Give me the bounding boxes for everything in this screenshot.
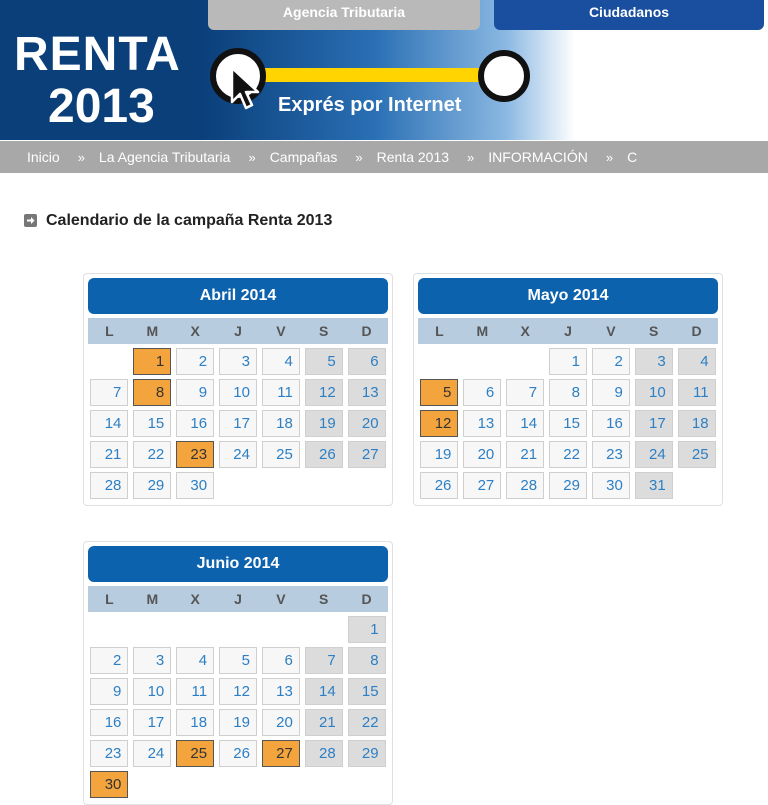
calendar-day[interactable]: 9 xyxy=(592,379,630,406)
calendar-day[interactable]: 26 xyxy=(305,441,343,468)
calendar-day[interactable]: 18 xyxy=(678,410,716,437)
calendar-day[interactable]: 16 xyxy=(592,410,630,437)
calendar-day[interactable]: 28 xyxy=(305,740,343,767)
calendar-day[interactable]: 6 xyxy=(348,348,386,375)
calendar-day[interactable]: 17 xyxy=(133,709,171,736)
calendar-day[interactable]: 6 xyxy=(262,647,300,674)
end-circle-graphic xyxy=(478,50,530,102)
renta-logo-word: RENTA xyxy=(14,28,181,81)
weekday-label: M xyxy=(146,591,159,607)
breadcrumb-item[interactable]: C xyxy=(627,149,638,165)
weekday-label: J xyxy=(234,591,242,607)
calendar-day[interactable]: 10 xyxy=(219,379,257,406)
calendar-day[interactable]: 28 xyxy=(90,472,128,499)
calendar-day[interactable]: 10 xyxy=(635,379,673,406)
calendar-day[interactable]: 21 xyxy=(90,441,128,468)
breadcrumb-separator: » xyxy=(605,150,614,165)
calendar-day[interactable]: 13 xyxy=(463,410,501,437)
breadcrumb-item[interactable]: INFORMACIÓN xyxy=(488,149,588,165)
calendar-day[interactable]: 7 xyxy=(90,379,128,406)
calendar-day[interactable]: 12 xyxy=(219,678,257,705)
calendar-day[interactable]: 5 xyxy=(219,647,257,674)
breadcrumb-separator: » xyxy=(355,150,363,165)
calendar-day[interactable]: 27 xyxy=(463,472,501,499)
weekday-label: X xyxy=(190,591,200,607)
calendar-day[interactable]: 9 xyxy=(176,379,214,406)
calendar-day[interactable]: 11 xyxy=(176,678,214,705)
calendar-day[interactable]: 30 xyxy=(176,472,214,499)
calendar-day[interactable]: 13 xyxy=(348,379,386,406)
tab-ciudadanos[interactable]: Ciudadanos xyxy=(494,0,764,30)
weekday-label: V xyxy=(276,323,286,339)
weekday-header-row xyxy=(88,586,388,612)
breadcrumb-item[interactable]: Inicio xyxy=(27,149,60,165)
calendar-day[interactable]: 16 xyxy=(176,410,214,437)
calendar-day[interactable]: 4 xyxy=(678,348,716,375)
calendar-day[interactable]: 22 xyxy=(133,441,171,468)
weekday-header-row xyxy=(418,318,718,344)
calendar-day[interactable]: 21 xyxy=(305,709,343,736)
calendar-day[interactable]: 11 xyxy=(262,379,300,406)
calendar-day[interactable]: 8 xyxy=(549,379,587,406)
weekday-label: M xyxy=(146,323,159,339)
mouse-cursor-icon xyxy=(228,66,264,112)
calendar-day[interactable]: 24 xyxy=(219,441,257,468)
calendar-day[interactable]: 30 xyxy=(592,472,630,499)
calendar-day-highlighted[interactable]: 12 xyxy=(420,410,458,437)
breadcrumb-separator: » xyxy=(77,150,85,165)
arrow-right-icon xyxy=(24,214,37,227)
weekday-label: X xyxy=(520,323,530,339)
calendar-day[interactable]: 23 xyxy=(592,441,630,468)
calendar-day[interactable]: 14 xyxy=(305,678,343,705)
calendar-day[interactable]: 20 xyxy=(463,441,501,468)
weekday-label: V xyxy=(276,591,286,607)
calendar-day[interactable]: 17 xyxy=(635,410,673,437)
calendar-month-title: Junio 2014 xyxy=(88,546,388,582)
month-calendar xyxy=(413,273,723,506)
progress-line-graphic xyxy=(248,68,493,82)
calendar-day[interactable]: 1 xyxy=(549,348,587,375)
calendar-day[interactable]: 23 xyxy=(90,740,128,767)
calendar-day[interactable]: 25 xyxy=(678,441,716,468)
calendar-day[interactable]: 6 xyxy=(463,379,501,406)
calendar-day[interactable]: 24 xyxy=(635,441,673,468)
calendar-day[interactable]: 9 xyxy=(90,678,128,705)
calendar-day[interactable]: 20 xyxy=(348,410,386,437)
weekday-label: J xyxy=(564,323,572,339)
month-calendar xyxy=(83,541,393,805)
weekday-label: J xyxy=(234,323,242,339)
calendar-day[interactable]: 3 xyxy=(219,348,257,375)
calendar-day-highlighted[interactable]: 30 xyxy=(90,771,128,798)
calendar-day[interactable]: 29 xyxy=(133,472,171,499)
calendar-day[interactable]: 20 xyxy=(262,709,300,736)
calendar-day-highlighted[interactable]: 27 xyxy=(262,740,300,767)
calendar-day[interactable]: 2 xyxy=(592,348,630,375)
calendar-day[interactable]: 26 xyxy=(219,740,257,767)
renta-logo-year: 2013 xyxy=(48,80,155,133)
breadcrumb-item[interactable]: Renta 2013 xyxy=(376,149,450,165)
page-title: Calendario de la campaña Renta 2013 xyxy=(46,212,333,229)
weekday-label: L xyxy=(435,323,444,339)
calendar-day[interactable]: 5 xyxy=(305,348,343,375)
calendar-day[interactable]: 4 xyxy=(262,348,300,375)
weekday-label: D xyxy=(361,323,372,339)
calendar-day[interactable]: 7 xyxy=(305,647,343,674)
calendar-day[interactable]: 25 xyxy=(262,441,300,468)
breadcrumb-separator: » xyxy=(467,150,475,165)
breadcrumb xyxy=(0,141,768,173)
weekday-label: L xyxy=(105,323,114,339)
calendar-day[interactable]: 3 xyxy=(133,647,171,674)
banner-tagline: Exprés por Internet xyxy=(278,94,462,116)
calendar-day[interactable]: 26 xyxy=(420,472,458,499)
calendar-day[interactable]: 8 xyxy=(348,647,386,674)
calendar-day[interactable]: 29 xyxy=(348,740,386,767)
calendar-day[interactable]: 17 xyxy=(219,410,257,437)
calendar-day[interactable]: 14 xyxy=(506,410,544,437)
calendar-day[interactable]: 29 xyxy=(549,472,587,499)
calendar-day[interactable]: 19 xyxy=(219,709,257,736)
calendar-day-highlighted[interactable]: 23 xyxy=(176,441,214,468)
calendar-month-title: Mayo 2014 xyxy=(418,278,718,314)
calendar-day[interactable]: 18 xyxy=(262,410,300,437)
weekday-label: D xyxy=(361,591,372,607)
calendar-day-highlighted[interactable]: 25 xyxy=(176,740,214,767)
calendar-day[interactable]: 21 xyxy=(506,441,544,468)
calendar-day[interactable]: 24 xyxy=(133,740,171,767)
site-header xyxy=(0,0,768,140)
calendar-day-highlighted[interactable]: 1 xyxy=(133,348,171,375)
weekday-header-row xyxy=(88,318,388,344)
weekday-label: S xyxy=(319,323,329,339)
calendar-day[interactable]: 15 xyxy=(348,678,386,705)
calendar-day[interactable]: 31 xyxy=(635,472,673,499)
calendar-day[interactable]: 7 xyxy=(506,379,544,406)
tab-agencia-tributaria[interactable]: Agencia Tributaria xyxy=(208,0,480,30)
calendar-day[interactable]: 18 xyxy=(176,709,214,736)
breadcrumb-item[interactable]: La Agencia Tributaria xyxy=(98,149,231,165)
calendar-day[interactable]: 15 xyxy=(549,410,587,437)
calendar-day[interactable]: 28 xyxy=(506,472,544,499)
breadcrumb-separator: » xyxy=(248,150,256,165)
weekday-label: V xyxy=(606,323,616,339)
calendar-day[interactable]: 1 xyxy=(348,616,386,643)
weekday-label: D xyxy=(691,323,702,339)
calendar-day[interactable]: 10 xyxy=(133,678,171,705)
calendar-day[interactable]: 13 xyxy=(262,678,300,705)
calendar-day[interactable]: 2 xyxy=(176,348,214,375)
weekday-label: S xyxy=(649,323,659,339)
breadcrumb-item[interactable]: Campañas xyxy=(269,149,338,165)
calendar-day[interactable]: 19 xyxy=(420,441,458,468)
calendar-day[interactable]: 12 xyxy=(305,379,343,406)
month-calendar xyxy=(83,273,393,506)
weekday-label: X xyxy=(190,323,200,339)
calendar-day[interactable]: 22 xyxy=(549,441,587,468)
calendar-day[interactable]: 4 xyxy=(176,647,214,674)
weekday-label: S xyxy=(319,591,329,607)
calendar-day-highlighted[interactable]: 5 xyxy=(420,379,458,406)
calendar-month-title: Abril 2014 xyxy=(88,278,388,314)
calendar-day[interactable]: 16 xyxy=(90,709,128,736)
calendar-day[interactable]: 22 xyxy=(348,709,386,736)
weekday-label: M xyxy=(476,323,489,339)
calendar-day[interactable]: 19 xyxy=(305,410,343,437)
calendar-day-highlighted[interactable]: 8 xyxy=(133,379,171,406)
calendar-day[interactable]: 27 xyxy=(348,441,386,468)
calendar-day[interactable]: 11 xyxy=(678,379,716,406)
calendar-day[interactable]: 15 xyxy=(133,410,171,437)
calendar-day[interactable]: 2 xyxy=(90,647,128,674)
weekday-label: L xyxy=(105,591,114,607)
calendar-day[interactable]: 14 xyxy=(90,410,128,437)
calendar-day[interactable]: 3 xyxy=(635,348,673,375)
